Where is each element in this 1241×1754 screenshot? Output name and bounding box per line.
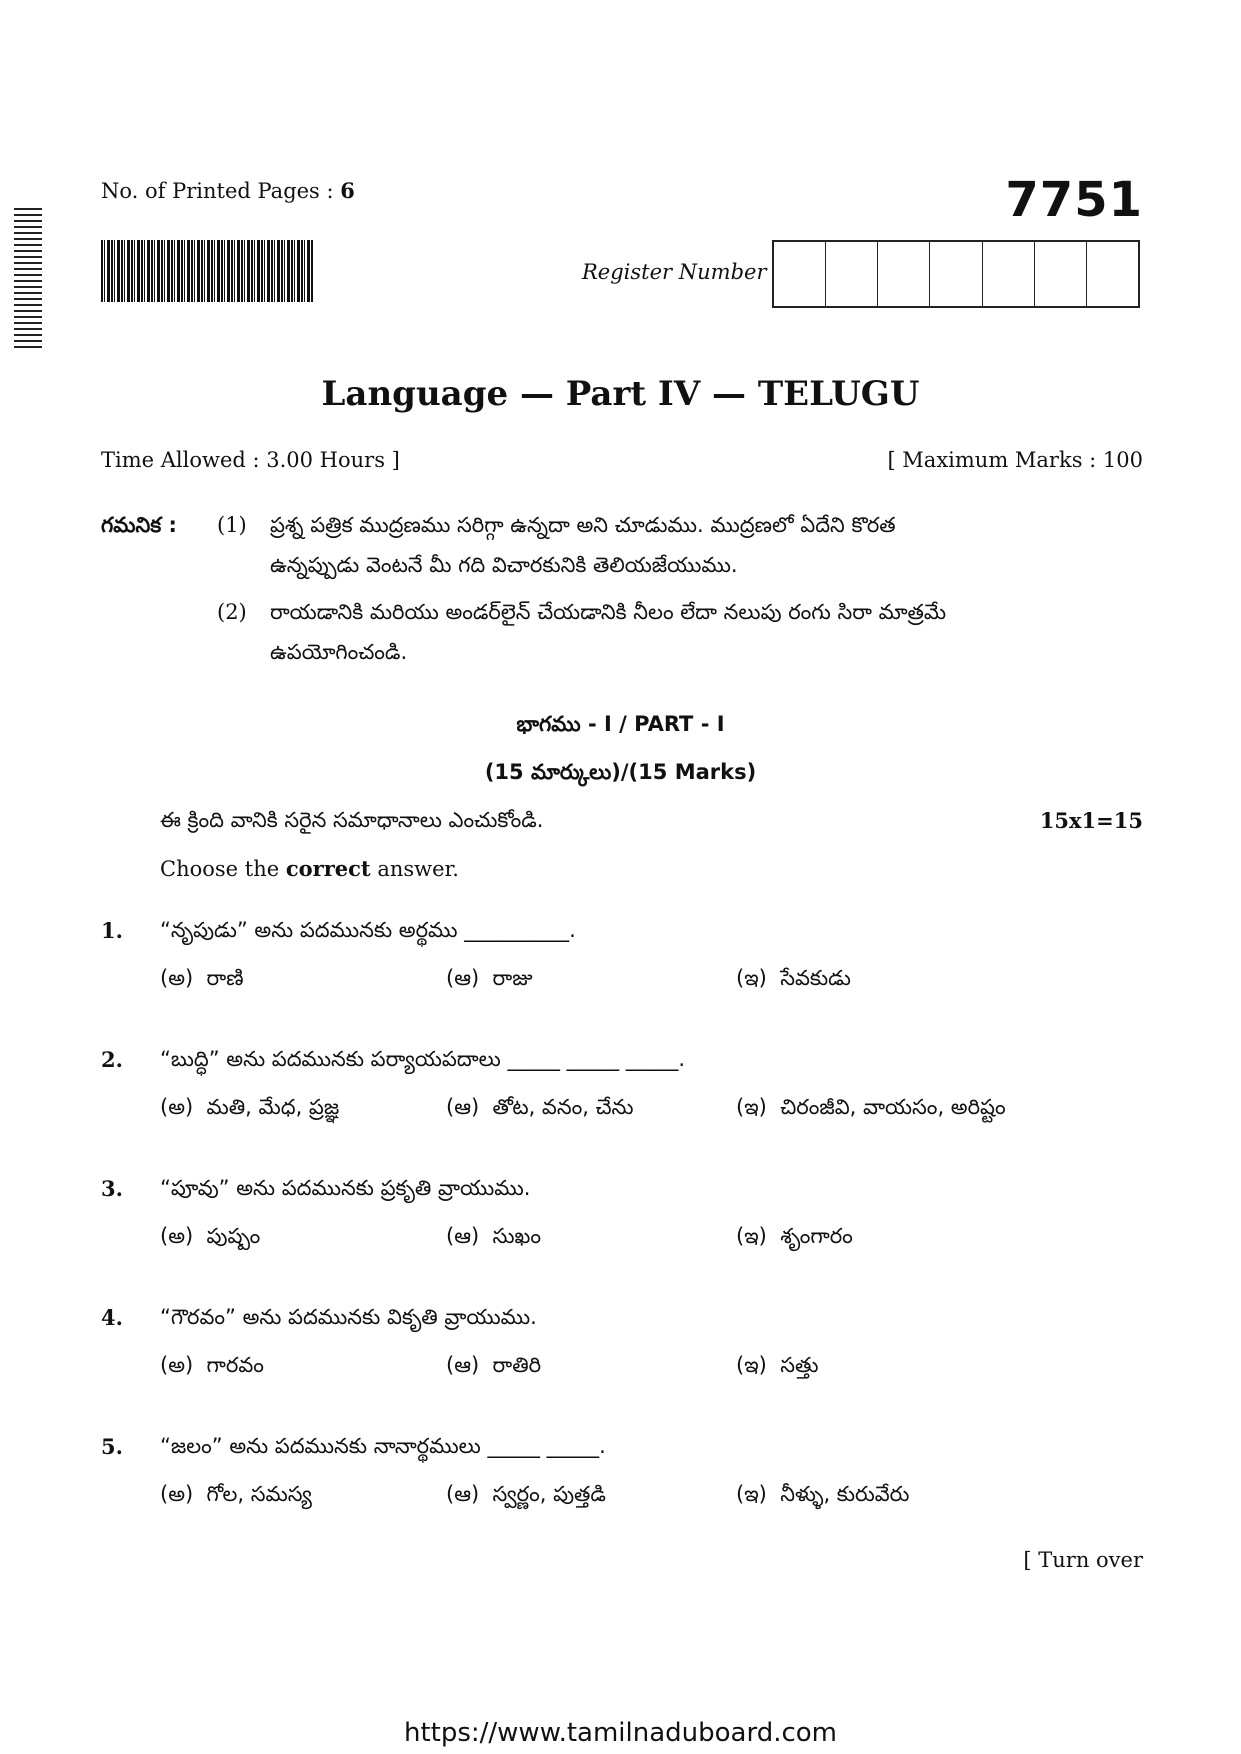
option	[160, 1095, 339, 1125]
question-text: “నృపుడు” అను పదమునకు అర్థము __________.	[160, 918, 576, 942]
option-text: రాణి	[206, 966, 244, 990]
option-label: (ఆ)	[446, 1095, 480, 1119]
printed-pages	[101, 178, 355, 203]
option	[160, 966, 244, 996]
note-number: (2)	[217, 600, 247, 624]
instruction-part: Choose the	[160, 857, 280, 881]
question-text: “జలం” అను పదమునకు నానార్థములు _____ _____.	[160, 1434, 606, 1458]
register-number-boxes	[772, 240, 1140, 308]
side-registration-marks	[14, 208, 42, 352]
option	[736, 1095, 1006, 1125]
register-box	[929, 242, 981, 306]
option	[160, 1353, 264, 1383]
option-label: (అ)	[160, 1482, 194, 1506]
option-text: పుష్పం	[206, 1224, 261, 1248]
register-box	[982, 242, 1034, 306]
register-box	[877, 242, 929, 306]
option-label: (అ)	[160, 966, 194, 990]
note-text	[270, 505, 1140, 585]
option	[736, 966, 851, 996]
exam-title: Language — Part IV — TELUGU	[321, 374, 920, 414]
paper-code: 7751	[1005, 172, 1143, 228]
option	[736, 1353, 819, 1383]
score-formula: 15x1=15	[1039, 808, 1143, 833]
option	[736, 1224, 853, 1254]
register-box	[1034, 242, 1086, 306]
register-box	[774, 242, 825, 306]
option-text: తోట, వనం, చేను	[492, 1095, 634, 1119]
option-label: (ఇ)	[736, 1482, 767, 1506]
option-text: రాజు	[492, 966, 533, 990]
question-number: 2.	[101, 1047, 123, 1072]
part-marks: (15 మార్కులు)/(15 Marks)	[484, 760, 757, 784]
question-number: 3.	[101, 1176, 123, 1201]
time-allowed: Time Allowed : 3.00 Hours ]	[101, 448, 400, 472]
option-label: (అ)	[160, 1095, 194, 1119]
option-text: చిరంజీవి, వాయసం, అరిష్టం	[780, 1095, 1006, 1119]
footer-url[interactable]: https://www.tamilnaduboard.com	[403, 1718, 838, 1748]
turn-over: [ Turn over	[1023, 1548, 1143, 1572]
option-label: (అ)	[160, 1224, 194, 1248]
option-label: (అ)	[160, 1353, 194, 1377]
printed-pages-label: No. of Printed Pages :	[101, 179, 334, 203]
option-text: మతి, మేధ, ప్రజ్ఞ	[206, 1095, 340, 1119]
part-heading: భాగము - I / PART - I	[516, 712, 725, 736]
option-label: (ఆ)	[446, 1353, 480, 1377]
option-label: (ఇ)	[736, 1095, 767, 1119]
option-text: సేవకుడు	[780, 966, 851, 990]
maximum-marks: [ Maximum Marks : 100	[887, 448, 1143, 472]
note-line: రాయడానికి మరియు అండర్‌లైన్ చేయడానికి నీలం లేదా నలుపు రంగు సిరా మాత్రమే	[270, 600, 947, 624]
instruction-bold: correct	[285, 856, 371, 881]
option-text: స్వర్ణం, పుత్తడి	[492, 1482, 606, 1506]
option-text: సత్తు	[780, 1353, 819, 1377]
option-label: (ఆ)	[446, 1224, 480, 1248]
option-label: (ఇ)	[736, 966, 767, 990]
question-text: “గౌరవం” అను పదమునకు వికృతి వ్రాయుము.	[160, 1305, 537, 1329]
question-number: 5.	[101, 1434, 123, 1459]
note-number: (1)	[217, 513, 247, 537]
register-number-label: Register Number	[582, 260, 767, 284]
option-text: నీళ్ళు, కురువేరు	[780, 1482, 910, 1506]
option-text: గోల, సమస్య	[206, 1482, 312, 1506]
option-text: సుఖం	[492, 1224, 542, 1248]
printed-pages-value: 6	[340, 178, 355, 203]
question-text: “పూవు” అను పదమునకు ప్రకృతి వ్రాయుము.	[160, 1176, 531, 1200]
option	[446, 1095, 634, 1125]
option	[446, 1224, 541, 1254]
option	[446, 1482, 606, 1512]
note-line: ఉపయోగించండి.	[270, 640, 408, 664]
question-number: 1.	[101, 918, 123, 943]
question-text: “బుద్ధి” అను పదమునకు పర్యాయపదాలు _____ _____ _____.	[160, 1047, 686, 1071]
option-text: గారవం	[206, 1353, 264, 1377]
option-label: (ఆ)	[446, 1482, 480, 1506]
option-label: (ఇ)	[736, 1224, 767, 1248]
register-box	[1086, 242, 1138, 306]
note-line: ప్రశ్న పత్రిక ముద్రణము సరిగ్గా ఉన్నదా అని చూడుము. ముద్రణలో ఏదేని కొరత	[270, 513, 896, 537]
barcode	[101, 240, 313, 302]
option-label: (ఇ)	[736, 1353, 767, 1377]
instruction-english	[160, 856, 459, 881]
notes-label: గమనిక :	[101, 513, 177, 537]
option-label: (ఆ)	[446, 966, 480, 990]
option-text: శృంగారం	[780, 1224, 853, 1248]
instruction-telugu: ఈ క్రింది వానికి సరైన సమాధానాలు ఎంచుకోండి.	[160, 808, 544, 832]
question-number: 4.	[101, 1305, 123, 1330]
option-text: రాతిరి	[492, 1353, 542, 1377]
register-box	[825, 242, 877, 306]
note-text	[270, 592, 1140, 672]
option	[160, 1482, 312, 1512]
instruction-part: answer.	[377, 857, 459, 881]
option	[736, 1482, 909, 1512]
option	[446, 1353, 541, 1383]
option	[446, 966, 533, 996]
note-line: ఉన్నప్పుడు వెంటనే మీ గది విచారకునికి తెలియజేయుము.	[270, 553, 738, 577]
option	[160, 1224, 260, 1254]
